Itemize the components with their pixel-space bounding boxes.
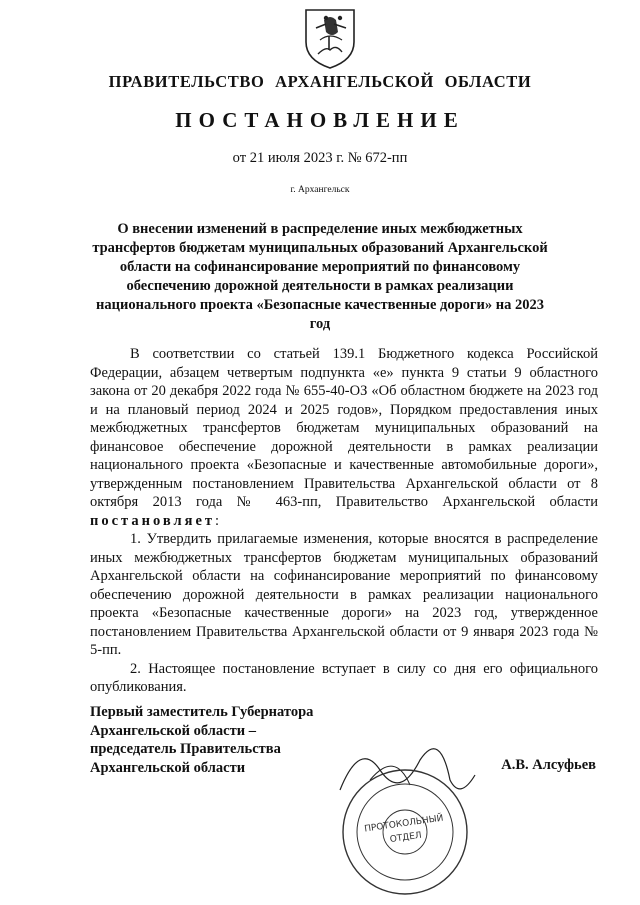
signer-line-3: председатель Правительства [90, 741, 281, 757]
resolves-word: постановляет [90, 512, 216, 529]
item-1-paragraph: 1. Утвердить прилагаемые изменения, которые вносятся в распределение иных межбюджетных трансфертов бюджетам муниципальных образований Архангельской области на софинансирование мероприятий по финансовому обеспечению дорожной деятельности в рамках реализации национального проекта «Безопасные качественные дороги» на 2023 год, утвержденное постановлением Правительства Архангельской области от 9 января 2023 года № 5-пп. [90, 531, 598, 658]
resolves-colon: : [215, 512, 220, 529]
document-title: О внесении изменений в распределение иных межбюджетных трансфертов бюджетам муниципальных образований Архангельской области на софинансирование мероприятий по финансовому обеспечению дорожной деятельности в рамках реализации национального проекта «Безопасные качественные дороги» на 2023 год [92, 221, 548, 332]
svg-text:ПРОТОКОЛЬНЫЙ: ПРОТОКОЛЬНЫЙ [363, 813, 445, 835]
svg-text:ОТДЕЛ: ОТДЕЛ [389, 830, 423, 846]
coat-of-arms-icon [296, 6, 364, 70]
signer-position [90, 703, 313, 777]
document-body [90, 345, 598, 697]
intro-text: В соответствии со статьей 139.1 Бюджетного кодекса Российской Федерации, абзацем четвертым подпункта «е» пункта 9 статьи 9 областного закона от 20 декабря 2022 года № 655-40-ОЗ «Об областном бюджете на 2023 год и на плановый период 2024 и 2025 годов», Порядком предоставления иных межбюджетных трансфертов бюджетам муниципальных образований на финансовое обеспечение дорожной деятельности в рамках реализации национального проекта «Безопасные и качественные автомобильные дороги», утвержденным постановлением Правительства Архангельской области от 8 октября 2013 года № 463-пп, Правительство Архангельской области [90, 346, 598, 510]
document-city: г. Архангельск [290, 185, 350, 195]
document-type: ПОСТАНОВЛЕНИЕ [175, 108, 465, 132]
signer-line-2: Архангельской области – [90, 722, 256, 739]
signer-name: А.В. Алсуфьев [501, 757, 596, 773]
item-2-paragraph: 2. Настоящее постановление вступает в силу со дня его официального опубликования. [90, 660, 598, 695]
signer-line-4: Архангельской области [90, 759, 246, 776]
signer-line-1: Первый заместитель Губернатора [90, 704, 314, 720]
document-date-number: от 21 июля 2023 г. № 672-пп [232, 150, 408, 166]
organization-name: ПРАВИТЕЛЬСТВО АРХАНГЕЛЬСКОЙ ОБЛАСТИ [108, 72, 532, 91]
round-seal-icon [330, 760, 480, 900]
intro-paragraph [90, 345, 598, 530]
